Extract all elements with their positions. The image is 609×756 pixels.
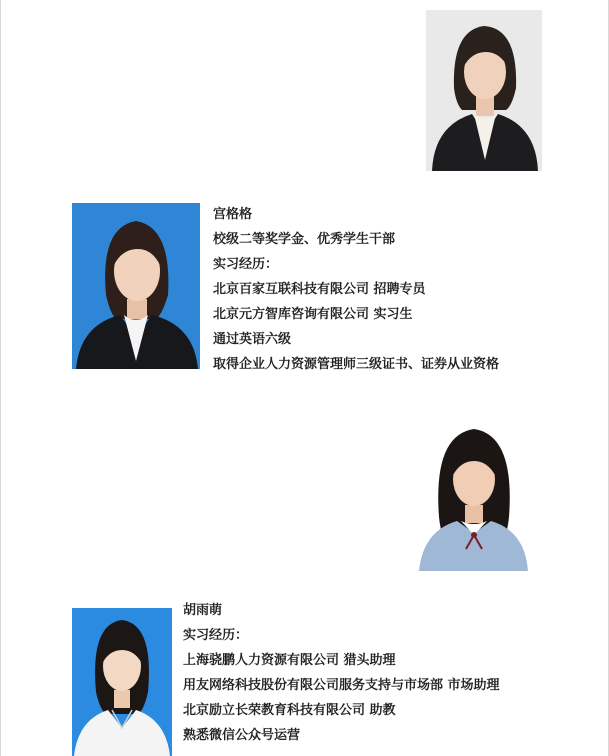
profile-2-line: 实习经历： — [213, 257, 279, 272]
profile-1-photo — [426, 10, 542, 171]
profile-4-line: 北京励立长荣教育科技有限公司 助教 — [183, 703, 396, 718]
profile-2-line: 北京元方智库咨询有限公司 实习生 — [213, 307, 413, 322]
profile-2-line: 通过英语六级 — [213, 332, 292, 347]
profile-4-photo — [72, 608, 172, 756]
page-border-left — [0, 0, 1, 756]
profile-4-line: 熟悉微信公众号运营 — [183, 728, 301, 743]
profile-2-line: 校级二等奖学金、优秀学生干部 — [213, 232, 396, 247]
profile-4-line: 实习经历： — [183, 628, 249, 643]
profile-2-name: 宫格格 — [213, 207, 253, 222]
profile-2-details — [213, 202, 499, 377]
profile-2-line: 取得企业人力资源管理师三级证书、证券从业资格 — [213, 357, 500, 372]
profile-4-line: 上海骁鹏人力资源有限公司 猎头助理 — [183, 653, 396, 668]
profile-2-photo — [72, 203, 200, 369]
profile-4-details — [183, 598, 500, 748]
profile-3-photo — [417, 421, 530, 571]
profile-4-line: 用友网络科技股份有限公司服务支持与市场部 市场助理 — [183, 678, 500, 693]
profile-4-name: 胡雨萌 — [183, 603, 223, 618]
profile-2-line: 北京百家互联科技有限公司 招聘专员 — [213, 282, 426, 297]
